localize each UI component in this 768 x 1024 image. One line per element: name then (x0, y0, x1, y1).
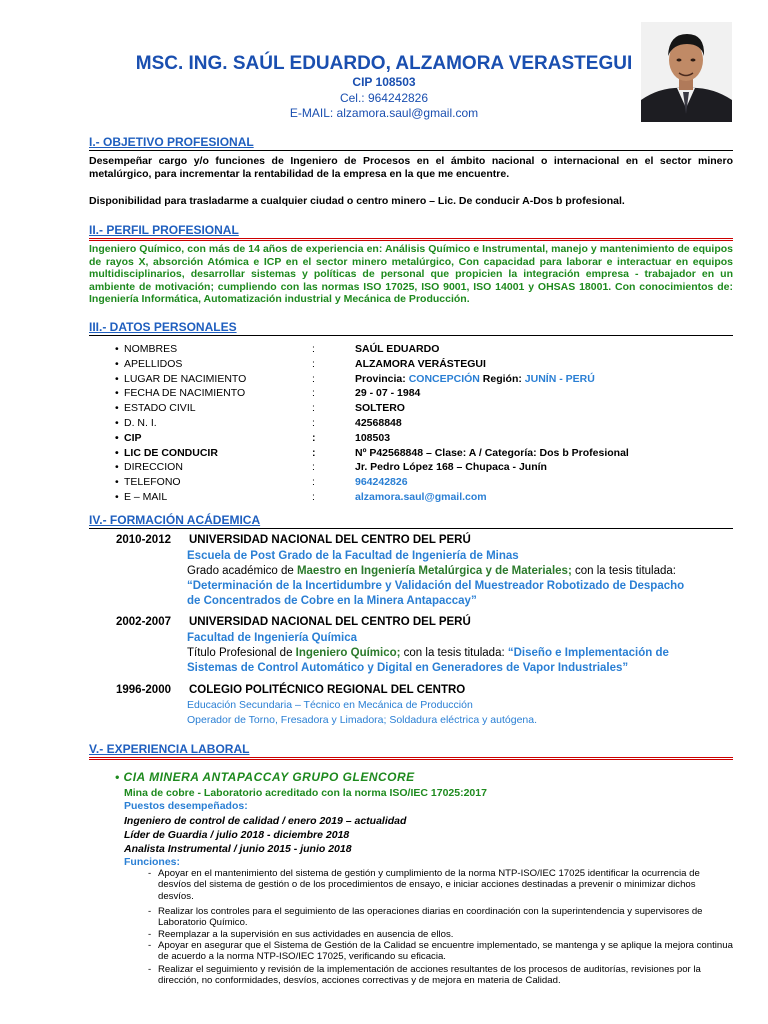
function-text: Realizar los controles para el seguimiento de las operaciones diarias en coordinación con la superintendencia y supervisores de Laboratorio Químico. (158, 906, 703, 929)
email-link[interactable]: alzamora.saul@gmail.com (355, 491, 487, 503)
edu-school: Escuela de Post Grado de la Facultad de Ingeniería de Minas (187, 550, 519, 562)
colon: : (312, 491, 315, 503)
row-value: 42568848 (355, 417, 402, 429)
position-item: Analista Instrumental / junio 2015 - junio 2018 (124, 843, 352, 855)
colon: : (312, 417, 315, 429)
degree-prefix: Grado académico de (187, 565, 297, 577)
personal-data-row (0, 447, 768, 462)
bullet: • (115, 357, 119, 370)
personal-data-row (0, 417, 768, 432)
function-item (148, 964, 733, 987)
row-label: LIC DE CONDUCIR (124, 446, 218, 459)
row-value: SOLTERO (355, 402, 405, 415)
colon: : (312, 343, 315, 355)
colon: : (312, 446, 316, 459)
function-text: Apoyar en asegurar que el Sistema de Gestión de la Calidad se encuentre implementado, se mantenga y se aplique la mejora continua de acuerdo a la norma NTP-ISO/IEC 17025, verificando su eficacia. (158, 940, 733, 963)
bullet: • (115, 770, 120, 784)
cip-number: CIP 108503 (352, 75, 416, 89)
personal-data-row (0, 476, 768, 491)
edu-detail: Operador de Torno, Fresadora y Limadora; Soldadura eléctrica y autógena. (187, 714, 538, 726)
row-value: Jr. Pedro López 168 – Chupaca - Junín (355, 461, 547, 474)
function-text: Apoyar en el mantenimiento del sistema de gestión y cumplimiento de la norma NTP-ISO/IEC 17025 identificar la ocurrencia de desvíos del sistema de gestión o de los procedimientos de ensayo, e iniciar acciones destinadas a prevenir o minimizar dichos desvíos. (158, 868, 700, 902)
edu-degree (187, 564, 733, 579)
colon: : (312, 431, 316, 444)
row-value (355, 373, 595, 385)
row-value: SAÚL EDUARDO (355, 343, 440, 355)
colon: : (312, 357, 315, 370)
function-item (148, 906, 733, 929)
row-label: D. N. I. (124, 417, 157, 429)
email-line: E-MAIL: alzamora.saul@gmail.com (289, 106, 479, 120)
row-label: ESTADO CIVIL (124, 402, 196, 415)
row-label: FECHA DE NACIMIENTO (124, 387, 246, 400)
edu-years: 2002-2007 (116, 616, 171, 628)
edu-degree (187, 646, 733, 661)
bullet: • (115, 431, 119, 444)
row-value: Nº P42568848 – Clase: A / Categoría: Dos b Profesional (355, 446, 629, 459)
colon: : (312, 387, 315, 400)
province-value: CONCEPCIÓN (408, 372, 480, 385)
section-title-formacion: IV.- FORMACIÓN ACÁDEMICA (89, 513, 261, 527)
colon: : (312, 402, 315, 415)
section-divider (89, 150, 733, 151)
candidate-name: MSC. ING. SAÚL EDUARDO, ALZAMORA VERASTEGUI (135, 53, 633, 74)
region-value: JUNÍN - PERÚ (524, 372, 595, 385)
function-item (148, 868, 733, 902)
colon: : (312, 476, 315, 489)
edu-years: 1996-2000 (116, 684, 171, 696)
row-value: 108503 (355, 431, 391, 444)
row-value: 29 - 07 - 1984 (355, 387, 421, 400)
thesis-title-line: “Diseño e Implementación de (507, 647, 669, 659)
section-title-datos: III.- DATOS PERSONALES (89, 320, 237, 334)
dash: - (148, 906, 152, 917)
objetivo-availability: Disponibilidad para trasladarme a cualquier ciudad o centro minero – Lic. De conducir A-Dos b profesional. (89, 195, 625, 207)
bullet: • (115, 387, 119, 400)
edu-years: 2010-2012 (116, 534, 171, 546)
section-divider (89, 240, 733, 241)
dash: - (148, 964, 152, 975)
function-item (148, 940, 733, 963)
edu-school: Facultad de Ingeniería Química (187, 632, 357, 644)
row-label: TELEFONO (124, 476, 181, 489)
personal-data-row (0, 373, 768, 388)
row-value: ALZAMORA VERÁSTEGUI (355, 357, 486, 370)
lab-description: Mina de cobre - Laboratorio acreditado con la norma ISO/IEC 17025:2017 (124, 787, 487, 799)
section-title-perfil: II.- PERFIL PROFESIONAL (89, 223, 239, 237)
bullet: • (115, 476, 119, 489)
edu-detail: Educación Secundaria – Técnico en Mecánica de Producción (187, 699, 473, 711)
edu-institution: UNIVERSIDAD NACIONAL DEL CENTRO DEL PERÚ (189, 534, 471, 546)
section-divider (89, 335, 733, 336)
perfil-paragraph: Ingeniero Químico, con más de 14 años de experiencia en: Análisis Químico e Instrumental, manejo y mantenimiento de equipos de rayos X, absorción Atómica e ICP en el sector minero metalúrgico, Con capacidad para laborar e interactuar en equipos multidisciplinarios, desarrollar sistemas y políticas de personal que propicien la integración empresa - trabajador en un ambiente de motivación; cumpliendo con las normas ISO 17025, ISO 9001, ISO 14001 y OHSAS 18001. Con conocimientos de: Ingeniería Informática, Automatización industrial y Mecánica de Producción. (89, 243, 733, 306)
personal-data-row (0, 432, 768, 447)
degree-name: Ingeniero Químico; (295, 647, 401, 659)
row-label: APELLIDOS (124, 357, 183, 370)
row-value: 964242826 (355, 476, 408, 489)
section-divider (89, 757, 733, 758)
personal-data-row (0, 358, 768, 373)
puestos-title: Puestos desempeñados: (124, 800, 248, 812)
row-label: NOMBRES (124, 343, 178, 355)
edu-institution: COLEGIO POLITÉCNICO REGIONAL DEL CENTRO (189, 684, 466, 696)
bullet: • (115, 402, 119, 415)
section-title-objetivo: I.- OBJETIVO PROFESIONAL (89, 135, 254, 149)
row-label: DIRECCION (124, 461, 183, 474)
personal-data-row (0, 343, 768, 358)
personal-data-row (0, 491, 768, 506)
province-label: Provincia: (355, 372, 409, 385)
bullet: • (115, 417, 119, 429)
personal-data-row (0, 402, 768, 417)
bullet: • (115, 446, 119, 459)
colon: : (312, 372, 315, 385)
personal-data-row (0, 387, 768, 402)
degree-name: Maestro en Ingeniería Metalúrgica y de Materiales; (296, 565, 572, 577)
edu-institution: UNIVERSIDAD NACIONAL DEL CENTRO DEL PERÚ (189, 616, 471, 628)
function-text: Reemplazar a la supervisión en sus actividades en ausencia de ellos. (158, 929, 454, 940)
position-item: Ingeniero de control de calidad / enero 2019 – actualidad (124, 815, 407, 827)
region-label: Región: (479, 372, 525, 385)
objetivo-paragraph: Desempeñar cargo y/o funciones de Ingeniero de Procesos en el ámbito nacional o internacional en el sector minero metalúrgico, para incrementar la rentabilidad de la empresa en la que me encuentre. (89, 155, 733, 180)
degree-suffix: con la tesis titulada: (400, 647, 508, 659)
function-text: Realizar el seguimiento y revisión de la implementación de acciones resultantes de los procesos de auditorías, revisiones por la dirección, no conformidades, desvíos, acciones correctivas y de mejora en materia de Calidad. (158, 964, 701, 987)
position-item: Líder de Guardia / julio 2018 - diciembre 2018 (124, 829, 350, 841)
section-title-experiencia: V.- EXPERIENCIA LABORAL (89, 742, 250, 756)
degree-prefix: Título Profesional de (187, 647, 296, 659)
bullet: • (115, 372, 119, 385)
bullet: • (115, 343, 119, 355)
dash: - (148, 940, 152, 951)
colon: : (312, 461, 315, 474)
bullet: • (115, 461, 119, 474)
company-label: CIA MINERA ANTAPACCAY GRUPO GLENCORE (123, 770, 415, 784)
section-divider (89, 528, 733, 529)
profile-photo (641, 22, 732, 122)
section-divider (89, 759, 733, 760)
row-label: CIP (124, 431, 142, 444)
funciones-title: Funciones: (124, 856, 181, 868)
dash: - (148, 929, 152, 940)
row-label: E – MAIL (124, 491, 168, 503)
thesis-title-line: Sistemas de Control Automático y Digital en Generadores de Vapor Industriales” (187, 662, 629, 674)
dash: - (148, 868, 152, 879)
thesis-title-line: “Determinación de la Incertidumbre y Validación del Muestreador Robotizado de Despacho (187, 580, 685, 592)
phone-line: Cel.: 964242826 (339, 91, 429, 105)
section-divider (89, 238, 733, 239)
row-label: LUGAR DE NACIMIENTO (124, 372, 247, 385)
company-name (115, 770, 415, 784)
bullet: • (115, 491, 119, 503)
thesis-title-line: de Concentrados de Cobre en la Minera Antapaccay” (187, 595, 477, 607)
function-item (148, 929, 733, 940)
degree-suffix: con la tesis titulada: (571, 565, 676, 577)
personal-data-row (0, 461, 768, 476)
